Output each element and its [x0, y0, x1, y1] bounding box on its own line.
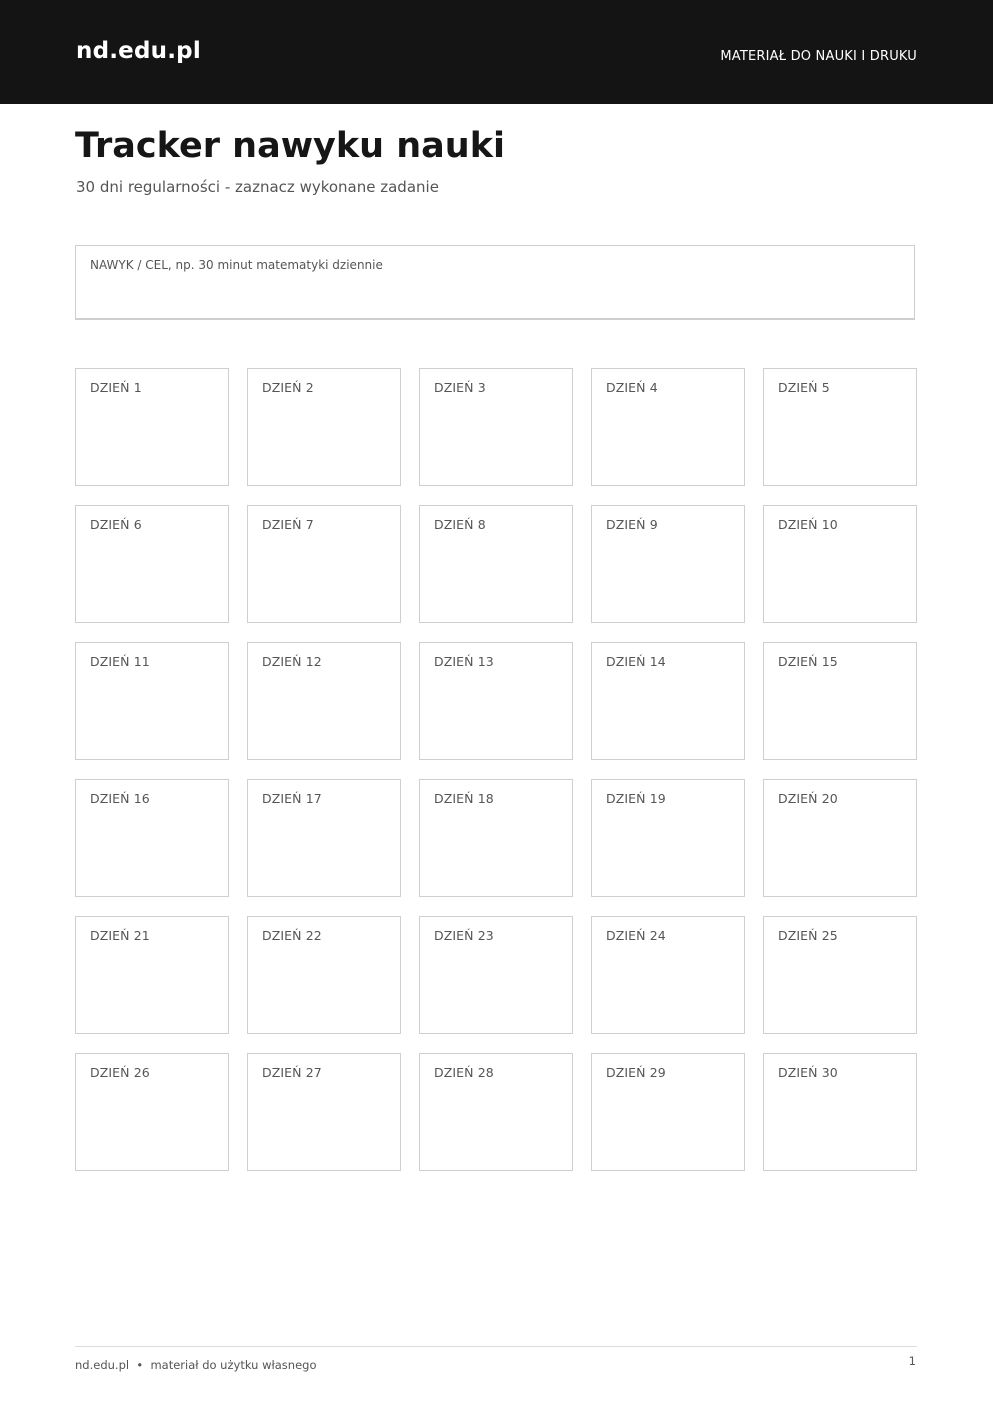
day-cell[interactable] [247, 916, 401, 1034]
day-cell[interactable] [247, 779, 401, 897]
day-cell[interactable] [247, 505, 401, 623]
day-cell[interactable] [419, 916, 573, 1034]
page-number: 1 [908, 1354, 916, 1368]
day-cell[interactable] [763, 779, 917, 897]
day-cell[interactable] [419, 779, 573, 897]
day-cell[interactable] [419, 368, 573, 486]
day-label: DZIEŃ 23 [434, 928, 494, 943]
day-label: DZIEŃ 1 [90, 380, 142, 395]
day-cell[interactable] [419, 505, 573, 623]
day-cell[interactable] [75, 1053, 229, 1171]
day-label: DZIEŃ 13 [434, 654, 494, 669]
day-label: DZIEŃ 18 [434, 791, 494, 806]
day-label: DZIEŃ 12 [262, 654, 322, 669]
day-label: DZIEŃ 20 [778, 791, 838, 806]
day-cell[interactable] [247, 368, 401, 486]
day-label: DZIEŃ 22 [262, 928, 322, 943]
day-label: DZIEŃ 25 [778, 928, 838, 943]
day-cell[interactable] [75, 779, 229, 897]
day-cell[interactable] [75, 916, 229, 1034]
day-label: DZIEŃ 19 [606, 791, 666, 806]
day-cell[interactable] [591, 916, 745, 1034]
day-label: DZIEŃ 26 [90, 1065, 150, 1080]
day-label: DZIEŃ 5 [778, 380, 830, 395]
day-label: DZIEŃ 16 [90, 791, 150, 806]
day-cell[interactable] [247, 1053, 401, 1171]
day-cell[interactable] [591, 779, 745, 897]
day-cell[interactable] [75, 642, 229, 760]
footer-divider [75, 1346, 917, 1347]
day-label: DZIEŃ 17 [262, 791, 322, 806]
page-title: Tracker nawyku nauki [75, 126, 505, 166]
day-label: DZIEŃ 6 [90, 517, 142, 532]
day-cell[interactable] [247, 642, 401, 760]
site-brand: nd.edu.pl [76, 38, 201, 64]
day-label: DZIEŃ 14 [606, 654, 666, 669]
day-cell[interactable] [763, 916, 917, 1034]
page-subtitle: 30 dni regularności - zaznacz wykonane zadanie [76, 178, 439, 196]
day-label: DZIEŃ 27 [262, 1065, 322, 1080]
day-cell[interactable] [763, 505, 917, 623]
day-grid [75, 368, 917, 1171]
habit-goal-field[interactable] [75, 245, 915, 320]
footer-text: nd.edu.pl • materiał do użytku własnego [75, 1358, 317, 1372]
day-label: DZIEŃ 28 [434, 1065, 494, 1080]
header-bar [0, 0, 993, 104]
day-label: DZIEŃ 29 [606, 1065, 666, 1080]
day-label: DZIEŃ 24 [606, 928, 666, 943]
day-cell[interactable] [419, 1053, 573, 1171]
day-label: DZIEŃ 7 [262, 517, 314, 532]
day-cell[interactable] [419, 642, 573, 760]
day-label: DZIEŃ 9 [606, 517, 658, 532]
day-label: DZIEŃ 11 [90, 654, 150, 669]
day-cell[interactable] [763, 368, 917, 486]
day-label: DZIEŃ 3 [434, 380, 486, 395]
day-cell[interactable] [763, 1053, 917, 1171]
header-tagline: MATERIAŁ DO NAUKI I DRUKU [720, 49, 917, 64]
day-label: DZIEŃ 10 [778, 517, 838, 532]
day-cell[interactable] [591, 642, 745, 760]
day-cell[interactable] [591, 1053, 745, 1171]
day-label: DZIEŃ 2 [262, 380, 314, 395]
day-label: DZIEŃ 4 [606, 380, 658, 395]
day-label: DZIEŃ 30 [778, 1065, 838, 1080]
day-label: DZIEŃ 15 [778, 654, 838, 669]
day-cell[interactable] [591, 368, 745, 486]
day-cell[interactable] [763, 642, 917, 760]
day-label: DZIEŃ 8 [434, 517, 486, 532]
day-cell[interactable] [591, 505, 745, 623]
day-cell[interactable] [75, 368, 229, 486]
habit-goal-label: NAWYK / CEL, np. 30 minut matematyki dziennie [90, 258, 383, 272]
day-label: DZIEŃ 21 [90, 928, 150, 943]
day-cell[interactable] [75, 505, 229, 623]
